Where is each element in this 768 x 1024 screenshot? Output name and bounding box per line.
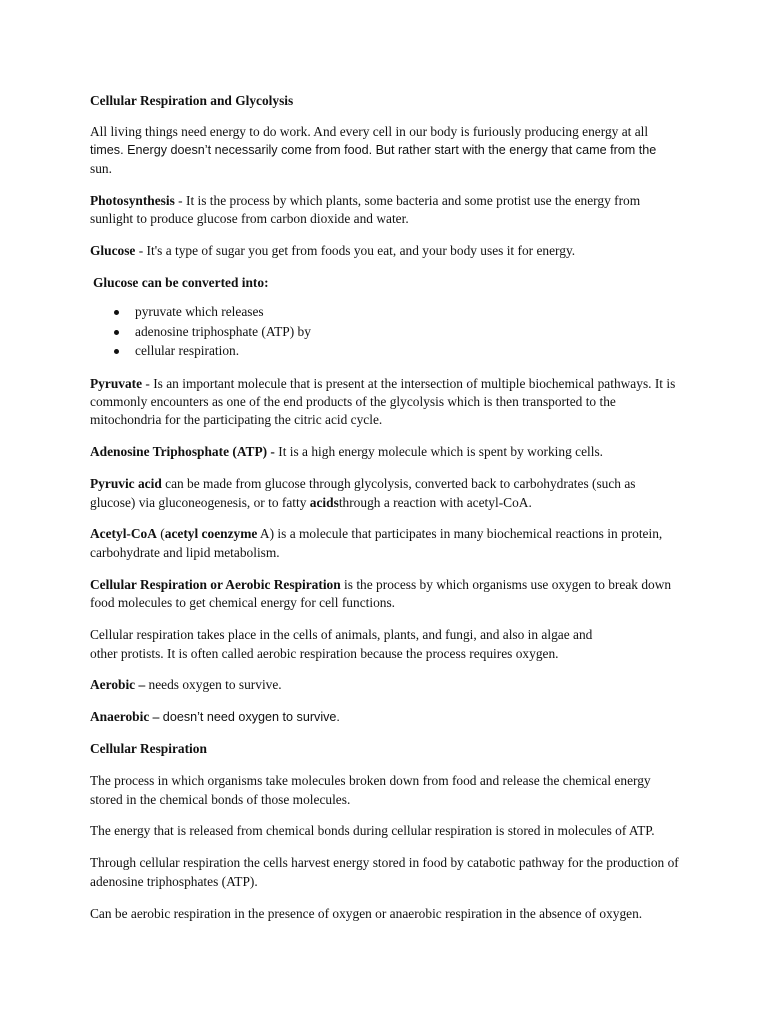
- cellular-location-line-2: other protists. It is often called aerobic respiration because the process requires oxygen.: [90, 645, 559, 661]
- pyruvate-text: - Is an important molecule that is present at the intersection of multiple biochemical pathways. It is commonly encounters as one of the end products of the glycolysis which is then transported to the mitochondria for the participating the citric acid cycle.: [90, 375, 676, 428]
- intro-line-1: All living things need energy to do work. And every cell in our body is furiously producing energy at all: [90, 123, 649, 139]
- intro-paragraph: [90, 123, 680, 178]
- photosynthesis-paragraph: [90, 192, 680, 229]
- glucose-text: - It's a type of sugar you get from foods you eat, and your body uses it for energy.: [135, 242, 576, 258]
- glucose-conversion-list: [90, 302, 680, 361]
- list-item: cellular respiration.: [90, 341, 680, 361]
- pyruvic-acid-text-2: through a reaction with acetyl-CoA.: [338, 494, 532, 510]
- cellular-aerobic-text: is the process by which organisms use oxygen to break down food molecules to get chemical energy for cell functions.: [90, 576, 672, 611]
- intro-line-3: sun.: [90, 160, 112, 176]
- acids-term: acids: [309, 494, 339, 510]
- document-title: Cellular Respiration and Glycolysis: [90, 93, 294, 108]
- document-page: [90, 92, 680, 937]
- anaerobic-paragraph: [90, 708, 680, 726]
- atp-paragraph: [90, 443, 680, 461]
- list-item: pyruvate which releases: [90, 302, 680, 322]
- cr-paragraph-3: Through cellular respiration the cells harvest energy stored in food by catabotic pathway for the production of adenosine triphosphates (ATP).: [90, 855, 679, 889]
- list-item: adenosine triphosphate (ATP) by: [90, 322, 680, 342]
- anaerobic-term: Anaerobic –: [90, 709, 160, 725]
- acetyl-coenzyme-term: acetyl coenzyme: [164, 526, 258, 542]
- acetyl-coa-paragraph: [90, 525, 680, 562]
- cellular-respiration-heading: Cellular Respiration: [90, 741, 207, 757]
- cr-paragraph-1: The process in which organisms take molecules broken down from food and release the chemical energy stored in the chemical bonds of those molecules.: [90, 773, 651, 807]
- atp-term: Adenosine Triphosphate (ATP) -: [90, 444, 275, 460]
- pyruvate-term: Pyruvate: [90, 375, 143, 391]
- cellular-aerobic-paragraph: [90, 576, 680, 613]
- pyruvic-acid-text-1: can be made from glucose through glycolysis, converted back to carbohydrates (such as glucose) via gluconeogenesis, or to fatty: [90, 476, 636, 510]
- aerobic-paragraph: [90, 676, 680, 694]
- pyruvic-acid-paragraph: [90, 475, 680, 512]
- cellular-location-line-1: Cellular respiration takes place in the cells of animals, plants, and fungi, and also in algae and: [90, 627, 593, 643]
- intro-line-2: times. Energy doesn’t necessarily come from food. But rather start with the energy that came from the: [90, 143, 657, 158]
- cellular-location-paragraph: [90, 626, 680, 663]
- bullet-icon: [114, 349, 119, 354]
- atp-text: It is a high energy molecule which is spent by working cells.: [274, 444, 604, 460]
- aerobic-term: Aerobic –: [90, 677, 146, 693]
- photosynthesis-term: Photosynthesis: [90, 192, 175, 208]
- glucose-conversion-heading: Glucose can be converted into:: [93, 274, 269, 290]
- glucose-paragraph: [90, 242, 680, 260]
- cellular-aerobic-term: Cellular Respiration or Aerobic Respiration: [90, 576, 341, 592]
- glucose-term: Glucose: [90, 242, 136, 258]
- pyruvate-paragraph: [90, 375, 680, 430]
- anaerobic-text: doesn’t need oxygen to survive.: [159, 710, 340, 725]
- pyruvic-acid-term: Pyruvic acid: [90, 476, 162, 492]
- acetyl-coa-paren: (: [156, 526, 165, 542]
- acetyl-coa-term: Acetyl-CoA: [90, 526, 157, 542]
- bullet-icon: [114, 310, 119, 315]
- cr-paragraph-4: Can be aerobic respiration in the presence of oxygen or anaerobic respiration in the absence of oxygen.: [90, 905, 643, 921]
- photosynthesis-text: - It is the process by which plants, some bacteria and some protist use the energy from sunlight to produce glucose from carbon dioxide and water.: [90, 192, 641, 227]
- cr-paragraph-2: The energy that is released from chemical bonds during cellular respiration is stored in molecules of ATP.: [90, 823, 655, 839]
- aerobic-text: needs oxygen to survive.: [145, 677, 282, 693]
- acetyl-coa-text: A) is a molecule that participates in many biochemical reactions in protein, carbohydrate and lipid metabolism.: [90, 526, 663, 560]
- bullet-icon: [114, 330, 119, 335]
